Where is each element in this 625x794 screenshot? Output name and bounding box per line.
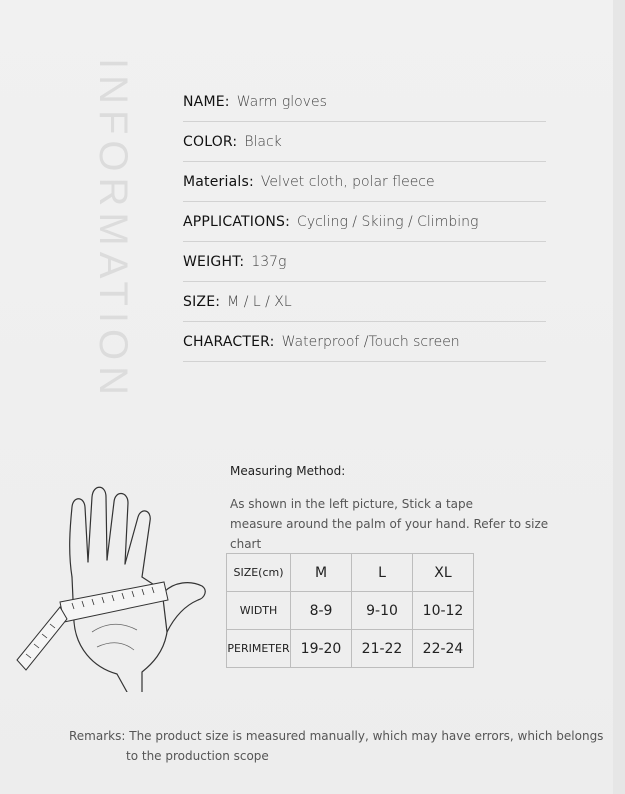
remarks-label: Remarks:: [69, 729, 126, 743]
measuring-method-title: Measuring Method:: [230, 464, 346, 478]
remarks-text-2: to the production scope: [126, 749, 269, 763]
pinky-finger-outline: [125, 511, 150, 577]
info-row-color: [183, 122, 546, 162]
hand-measuring-illustration: [12, 482, 217, 692]
measuring-line-1: As shown in the left picture, Stick a tape: [230, 497, 474, 511]
remarks-note: [69, 726, 603, 766]
info-label: COLOR:: [183, 133, 238, 150]
info-row-name: [183, 82, 546, 122]
info-label: Materials:: [183, 173, 254, 190]
size-chart-table: [226, 553, 474, 668]
table-cell: 8-9: [291, 592, 352, 630]
table-header-cell: SIZE(cm): [227, 554, 291, 592]
table-row: [227, 630, 474, 668]
info-value: M / L / XL: [227, 293, 292, 310]
info-row-materials: [183, 162, 546, 202]
info-value: Black: [244, 133, 282, 150]
product-info-list: [183, 82, 546, 362]
info-value: Waterproof /Touch screen: [281, 333, 460, 350]
right-edge-strip: [613, 0, 625, 794]
info-value: Warm gloves: [236, 93, 327, 110]
remarks-text-1: The product size is measured manually, which may have errors, which belongs: [129, 729, 604, 743]
info-row-applications: [183, 202, 546, 242]
thumb-outline: [164, 583, 205, 632]
info-row-character: [183, 322, 546, 362]
table-cell: 9-10: [352, 592, 413, 630]
measuring-method-description: [230, 494, 580, 554]
table-cell: 22-24: [413, 630, 474, 668]
table-row-label: WIDTH: [227, 592, 291, 630]
table-header-row: [227, 554, 474, 592]
table-row: [227, 592, 474, 630]
info-label: APPLICATIONS:: [183, 213, 291, 230]
measuring-tape: [17, 582, 168, 670]
info-label: CHARACTER:: [183, 333, 275, 350]
info-value: Cycling / Skiing / Climbing: [297, 213, 479, 230]
table-row-label: PERIMETER: [227, 630, 291, 668]
middle-finger-outline: [88, 487, 107, 562]
info-label: WEIGHT:: [183, 253, 245, 270]
info-value: Velvet cloth, polar fleece: [260, 173, 435, 190]
information-watermark: INFORMATION: [91, 58, 135, 402]
info-row-weight: [183, 242, 546, 282]
info-label: NAME:: [183, 93, 230, 110]
table-cell: 10-12: [413, 592, 474, 630]
table-header-cell: M: [291, 554, 352, 592]
measuring-line-2: measure around the palm of your hand. Refer to size chart: [230, 517, 549, 551]
index-finger-outline: [70, 499, 88, 577]
ring-finger-outline: [107, 493, 128, 564]
table-header-cell: L: [352, 554, 413, 592]
remarks-line-1: [69, 726, 603, 746]
info-value: 137g: [251, 253, 287, 270]
info-row-size: [183, 282, 546, 322]
table-cell: 19-20: [291, 630, 352, 668]
info-label: SIZE:: [183, 293, 221, 310]
palm-creases: [92, 624, 137, 650]
table-header-cell: XL: [413, 554, 474, 592]
table-cell: 21-22: [352, 630, 413, 668]
